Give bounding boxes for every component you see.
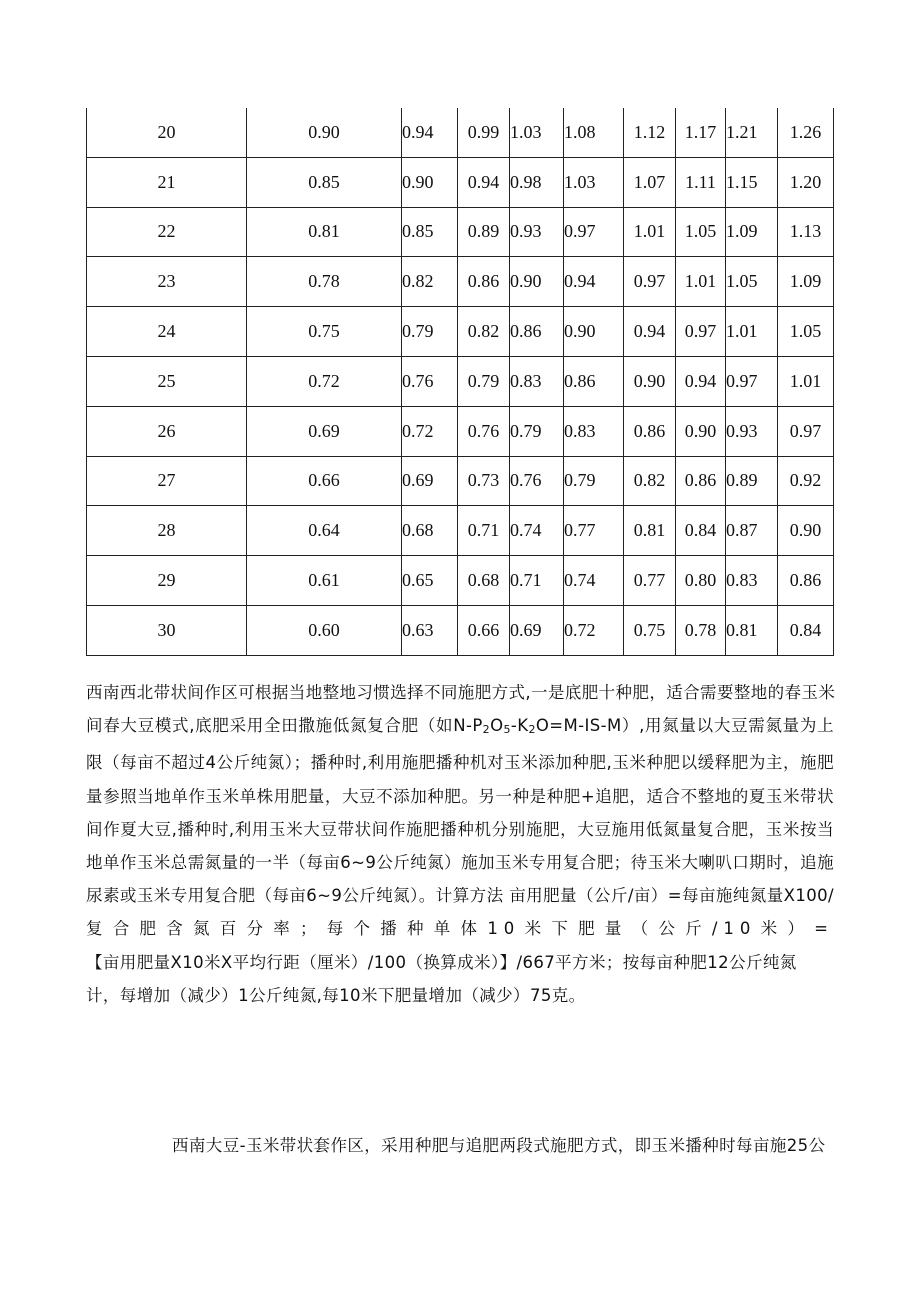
table-cell: 0.94 bbox=[624, 307, 676, 357]
table-cell: 0.89 bbox=[458, 207, 510, 257]
table-cell: 0.90 bbox=[402, 157, 458, 207]
text-segment: O bbox=[490, 716, 504, 736]
table-cell: 20 bbox=[87, 108, 247, 157]
table-cell: 1.09 bbox=[726, 207, 778, 257]
table-cell: 0.94 bbox=[402, 108, 458, 157]
table-row bbox=[87, 257, 834, 307]
table-cell: 0.97 bbox=[726, 356, 778, 406]
text-line: 尿素或玉米专用复合肥（每亩6~9公斤纯氮）。计算方法 亩用肥量（公斤/亩）=每亩施纯氮量X100/ bbox=[86, 886, 834, 906]
table-cell: 0.76 bbox=[402, 356, 458, 406]
table-cell: 0.93 bbox=[510, 207, 564, 257]
table-cell: 0.61 bbox=[247, 556, 402, 606]
table-cell: 1.05 bbox=[778, 307, 834, 357]
text-segment: -K bbox=[510, 716, 529, 736]
text-line: 间作夏大豆,播种时,利用玉米大豆带状间作施肥播种机分别施肥，大豆施用低氮量复合肥，玉米按当 bbox=[86, 819, 834, 839]
table-cell: 1.13 bbox=[778, 207, 834, 257]
table-row bbox=[87, 456, 834, 506]
table-cell: 0.73 bbox=[458, 456, 510, 506]
table-cell: 0.97 bbox=[676, 307, 726, 357]
table-cell: 1.20 bbox=[778, 157, 834, 207]
table-row bbox=[87, 108, 834, 157]
table-cell: 0.76 bbox=[510, 456, 564, 506]
table-cell: 0.86 bbox=[510, 307, 564, 357]
text-line: 西南西北带状间作区可根据当地整地习惯选择不同施肥方式,一是底肥十种肥，适合需要整地的春玉米 bbox=[86, 683, 836, 702]
table-cell: 0.86 bbox=[778, 556, 834, 606]
subscript: 2 bbox=[528, 723, 536, 737]
table-cell: 1.05 bbox=[676, 207, 726, 257]
text-line: 西南大豆-玉米带状套作区，采用种肥与追肥两段式施肥方式，即玉米播种时每亩施25公 bbox=[172, 1136, 826, 1155]
table-cell: 0.72 bbox=[402, 406, 458, 456]
table-cell: 0.75 bbox=[624, 605, 676, 655]
table-cell: 0.97 bbox=[778, 406, 834, 456]
table-cell: 0.84 bbox=[676, 506, 726, 556]
text-line: 量参照当地单作玉米单株用肥量，大豆不添加种肥。另一种是种肥+追肥，适合不整地的夏玉米带状 bbox=[86, 786, 834, 806]
table-cell: 0.69 bbox=[510, 605, 564, 655]
table-cell: 0.72 bbox=[247, 356, 402, 406]
table-cell: 27 bbox=[87, 456, 247, 506]
table-cell: 22 bbox=[87, 207, 247, 257]
table-cell: 1.01 bbox=[624, 207, 676, 257]
table-cell: 0.80 bbox=[676, 556, 726, 606]
table-cell: 0.72 bbox=[564, 605, 624, 655]
table-row bbox=[87, 157, 834, 207]
table-cell: 0.66 bbox=[247, 456, 402, 506]
table-cell: 0.85 bbox=[402, 207, 458, 257]
table-cell: 0.94 bbox=[458, 157, 510, 207]
table-cell: 0.86 bbox=[624, 406, 676, 456]
table-cell: 0.90 bbox=[247, 108, 402, 157]
table-row bbox=[87, 605, 834, 655]
table-cell: 0.94 bbox=[564, 257, 624, 307]
table-cell: 0.81 bbox=[624, 506, 676, 556]
table-cell: 0.94 bbox=[676, 356, 726, 406]
table-cell: 0.76 bbox=[458, 406, 510, 456]
table-cell: 0.85 bbox=[247, 157, 402, 207]
table-cell: 0.90 bbox=[778, 506, 834, 556]
table-cell: 30 bbox=[87, 605, 247, 655]
table-cell: 29 bbox=[87, 556, 247, 606]
table-cell: 0.79 bbox=[564, 456, 624, 506]
table-cell: 1.03 bbox=[510, 108, 564, 157]
table-row bbox=[87, 506, 834, 556]
table-cell: 0.87 bbox=[726, 506, 778, 556]
table-cell: 21 bbox=[87, 157, 247, 207]
table-cell: 0.90 bbox=[624, 356, 676, 406]
table-cell: 0.77 bbox=[624, 556, 676, 606]
table-cell: 0.69 bbox=[402, 456, 458, 506]
table-row bbox=[87, 307, 834, 357]
table-cell: 1.26 bbox=[778, 108, 834, 157]
subscript: 2 bbox=[482, 723, 491, 737]
table-cell: 1.03 bbox=[564, 157, 624, 207]
table-cell: 0.64 bbox=[247, 506, 402, 556]
table-cell: 1.01 bbox=[676, 257, 726, 307]
table-cell: 0.81 bbox=[726, 605, 778, 655]
text-segment: 间春大豆模式,底肥采用全田撒施低氮复合肥（如N-P bbox=[86, 716, 483, 736]
table-cell: 0.82 bbox=[402, 257, 458, 307]
table-cell: 0.99 bbox=[458, 108, 510, 157]
table-cell: 0.82 bbox=[458, 307, 510, 357]
table-cell: 23 bbox=[87, 257, 247, 307]
table-cell: 0.65 bbox=[402, 556, 458, 606]
table-cell: 1.15 bbox=[726, 157, 778, 207]
table-cell: 1.09 bbox=[778, 257, 834, 307]
table-cell: 0.90 bbox=[676, 406, 726, 456]
text-line: 复合肥含氮百分率；每个播种单体10米下肥量（公斤/10米）= bbox=[86, 919, 834, 939]
table-cell: 0.66 bbox=[458, 605, 510, 655]
table-cell: 26 bbox=[87, 406, 247, 456]
table-cell: 0.86 bbox=[458, 257, 510, 307]
text-segment: O=M-IS-M）,用氮量以大豆需氮量为上 bbox=[535, 716, 834, 736]
table-row bbox=[87, 356, 834, 406]
table-cell: 1.21 bbox=[726, 108, 778, 157]
table-cell: 1.11 bbox=[676, 157, 726, 207]
table-cell: 0.81 bbox=[247, 207, 402, 257]
table-cell: 25 bbox=[87, 356, 247, 406]
table-cell: 0.89 bbox=[726, 456, 778, 506]
text-line: 地单作玉米总需氮量的一半（每亩6~9公斤纯氮）施加玉米专用复合肥；待玉米大喇叭口期时，追施 bbox=[86, 853, 834, 873]
table-cell: 1.17 bbox=[676, 108, 726, 157]
table-cell: 0.75 bbox=[247, 307, 402, 357]
table-cell: 0.68 bbox=[402, 506, 458, 556]
table-cell: 0.79 bbox=[402, 307, 458, 357]
table-row bbox=[87, 556, 834, 606]
table-cell: 0.98 bbox=[510, 157, 564, 207]
table-cell: 0.82 bbox=[624, 456, 676, 506]
subscript: 5 bbox=[503, 723, 511, 737]
table-cell: 0.97 bbox=[624, 257, 676, 307]
fertilizer-rate-table bbox=[86, 108, 834, 656]
table-cell: 0.90 bbox=[564, 307, 624, 357]
table-cell: 1.07 bbox=[624, 157, 676, 207]
text-line: 计，每增加（减少）1公斤纯氮,每10米下肥量增加（减少）75克。 bbox=[86, 985, 586, 1005]
table-cell: 0.68 bbox=[458, 556, 510, 606]
table-cell: 1.12 bbox=[624, 108, 676, 157]
table-cell: 0.92 bbox=[778, 456, 834, 506]
table-cell: 0.78 bbox=[247, 257, 402, 307]
table-cell: 0.78 bbox=[676, 605, 726, 655]
table-cell: 0.84 bbox=[778, 605, 834, 655]
table-cell: 0.83 bbox=[510, 356, 564, 406]
table-cell: 0.71 bbox=[510, 556, 564, 606]
table-row bbox=[87, 406, 834, 456]
table-cell: 1.08 bbox=[564, 108, 624, 157]
table-cell: 0.79 bbox=[510, 406, 564, 456]
paragraph-southwest-relay bbox=[86, 1129, 834, 1162]
text-line: 【亩用肥量X10米X平均行距（厘米）/100（换算成米）】/667平方米；按每亩种肥12公斤纯氮 bbox=[86, 952, 797, 972]
table-cell: 1.05 bbox=[726, 257, 778, 307]
table-cell: 0.60 bbox=[247, 605, 402, 655]
table-cell: 0.90 bbox=[510, 257, 564, 307]
table-cell: 0.63 bbox=[402, 605, 458, 655]
paragraph-fertilization-methods bbox=[86, 676, 834, 1012]
table-row bbox=[87, 207, 834, 257]
table-cell: 0.83 bbox=[564, 406, 624, 456]
table-cell: 0.83 bbox=[726, 556, 778, 606]
table-cell: 0.93 bbox=[726, 406, 778, 456]
table-cell: 0.97 bbox=[564, 207, 624, 257]
table-cell: 1.01 bbox=[726, 307, 778, 357]
table-cell: 0.79 bbox=[458, 356, 510, 406]
table-cell: 24 bbox=[87, 307, 247, 357]
table-cell: 0.86 bbox=[564, 356, 624, 406]
text-line: 限（每亩不超过4公斤纯氮）；播种时,利用施肥播种机对玉米添加种肥,玉米种肥以缓释肥为主，施肥 bbox=[86, 753, 834, 773]
table-cell: 0.69 bbox=[247, 406, 402, 456]
text-line bbox=[86, 709, 834, 746]
table-cell: 0.77 bbox=[564, 506, 624, 556]
table-cell: 0.74 bbox=[564, 556, 624, 606]
table-cell: 1.01 bbox=[778, 356, 834, 406]
table-cell: 0.74 bbox=[510, 506, 564, 556]
table-cell: 28 bbox=[87, 506, 247, 556]
table-cell: 0.71 bbox=[458, 506, 510, 556]
table-cell: 0.86 bbox=[676, 456, 726, 506]
